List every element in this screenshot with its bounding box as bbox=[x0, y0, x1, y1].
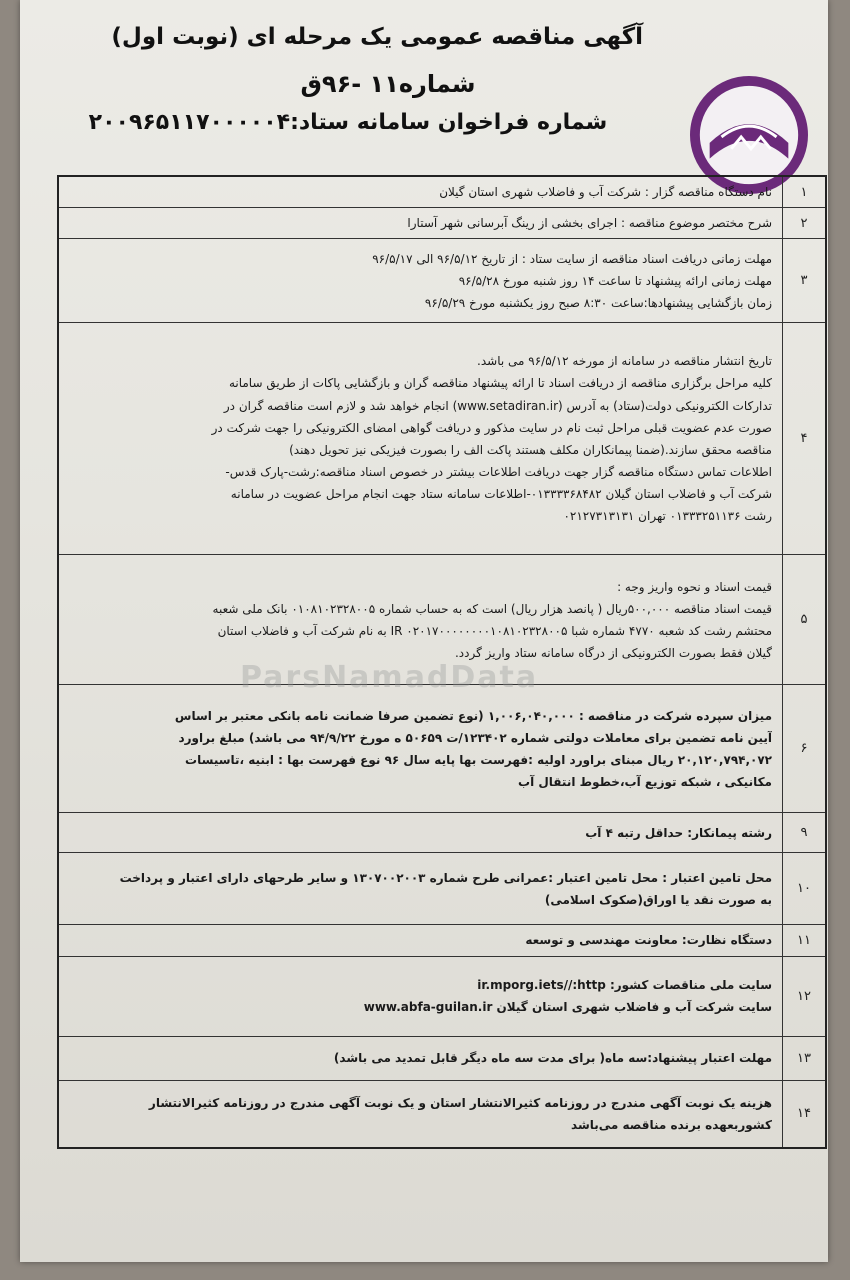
table-row bbox=[58, 555, 826, 685]
row-content bbox=[58, 176, 783, 208]
row-content bbox=[58, 853, 783, 925]
row-line: مناقصه محقق سازند.(ضمنا پیمانکاران مکلف هستند پاکت الف را بصورت فیزیکی نیز تحویل دهند) bbox=[289, 442, 772, 457]
row-line: رشته پیمانکار: حداقل رتبه ۴ آب bbox=[585, 825, 772, 840]
row-line: شرح مختصر موضوع مناقصه : اجرای بخشی از رینگ آبرسانی شهر آستارا bbox=[407, 216, 772, 231]
row-content bbox=[58, 555, 783, 685]
row-content bbox=[58, 813, 783, 853]
row-line: رشت ۰۱۳۳۳۲۵۱۱۳۶ تهران ۰۲۱۲۷۳۱۳۱۳۱ bbox=[563, 509, 772, 524]
row-line: سایت شرکت آب و فاضلاب شهری استان گیلان www.abfa-guilan.ir bbox=[363, 1000, 772, 1015]
row-line: محتشم رشت کد شعبه ۴۷۷۰ شماره شبا IR ۰۲۰۱۷۰۰۰۰۰۰۰۰۱۰۸۱۰۲۳۲۸۰۰۵ به نام شرکت آب و فاضلاب استان bbox=[217, 623, 772, 638]
row-number: ۶ bbox=[783, 685, 827, 813]
row-line: قیمت اسناد مناقصه ۵۰۰,۰۰۰ریال ( پانصد هزار ریال) است که به حساب شماره ۰۱۰۸۱۰۲۳۲۸۰۰۵ بانک ملی شعبه bbox=[212, 601, 772, 616]
watermark: ParsNamadData bbox=[240, 660, 539, 695]
row-number: ۱۰ bbox=[783, 853, 827, 925]
table-row bbox=[58, 1080, 826, 1148]
table-row bbox=[58, 323, 826, 555]
notice-number: شماره۱۱ -۹۶ق bbox=[300, 70, 476, 98]
table-row bbox=[58, 685, 826, 813]
notice-header bbox=[48, 18, 818, 168]
table-row bbox=[58, 925, 826, 956]
row-number: ۱ bbox=[783, 176, 827, 208]
row-content bbox=[58, 925, 783, 956]
row-content bbox=[58, 1036, 783, 1080]
row-content bbox=[58, 685, 783, 813]
row-line: به صورت نقد یا اوراق(صکوک اسلامی) bbox=[544, 892, 772, 907]
row-line: آیین نامه تضمین برای معاملات دولتی شماره ۱۲۳۴۰۲/ت ۵۰۶۵۹ ه مورخ ۹۴/۹/۲۲ می باشد) مبلغ براورد bbox=[178, 730, 772, 745]
row-number: ۳ bbox=[783, 239, 827, 323]
row-number: ۱۲ bbox=[783, 956, 827, 1036]
row-number: ۵ bbox=[783, 555, 827, 685]
row-content bbox=[58, 208, 783, 239]
notice-details-table bbox=[57, 175, 827, 1149]
row-line: قیمت اسناد و نحوه واریز وجه : bbox=[617, 579, 772, 594]
row-line: زمان بازگشایی پیشنهادها:ساعت ۸:۳۰ صبح روز یکشنبه مورخ ۹۶/۵/۲۹ bbox=[424, 295, 772, 310]
row-line: میزان سپرده شرکت در مناقصه : ۱,۰۰۶,۰۴۰,۰۰۰ (نوع تضمین صرفا ضمانت نامه بانکی معتبر بر اساس bbox=[174, 708, 772, 723]
row-line: شرکت آب و فاضلاب استان گیلان ۰۱۳۳۳۳۶۸۴۸۲-اطلاعات سامانه ستاد جهت انجام مراحل عضویت در سامانه bbox=[230, 487, 772, 502]
table-row bbox=[58, 1036, 826, 1080]
row-line: هزینه یک نوبت آگهی مندرج در روزنامه کثیرالانتشار استان و یک نوبت آگهی مندرج در روزنامه کثیرالانتشار bbox=[148, 1095, 772, 1110]
row-line: محل تامین اعتبار : محل تامین اعتبار :عمرانی طرح شماره ۱۳۰۷۰۰۲۰۰۳ و سایر طرحهای دارای اعتبار و پرداخت bbox=[119, 870, 772, 885]
row-content bbox=[58, 323, 783, 555]
table-row bbox=[58, 813, 826, 853]
row-line: کلیه مراحل برگزاری مناقصه از دریافت اسناد تا ارائه پیشنهاد مناقصه گران و بازگشایی پاکات از طریق سامانه bbox=[228, 376, 772, 391]
row-line: صورت عدم عضویت قبلی مراحل ثبت نام در سایت مذکور و دریافت گواهی امضای الکترونیکی را جهت شرکت در bbox=[211, 420, 772, 435]
row-number: ۱۱ bbox=[783, 925, 827, 956]
row-number: ۲ bbox=[783, 208, 827, 239]
row-number: ۹ bbox=[783, 813, 827, 853]
row-content bbox=[58, 1080, 783, 1148]
setad-call-number: شماره فراخوان سامانه ستاد:۲۰۰۹۶۵۱۱۷۰۰۰۰۰۴ bbox=[88, 110, 608, 135]
table-row bbox=[58, 853, 826, 925]
row-line: مهلت زمانی ارائه پیشنهاد تا ساعت ۱۴ روز شنبه مورخ ۹۶/۵/۲۸ bbox=[458, 273, 772, 288]
row-line: گیلان فقط بصورت الکترونیکی از درگاه سامانه ستاد واریز گردد. bbox=[454, 646, 772, 661]
notice-title: آگهی مناقصه عمومی یک مرحله ای (نوبت اول) bbox=[111, 24, 643, 50]
row-line: نام دستگاه مناقصه گزار : شرکت آب و فاضلاب شهری استان گیلان bbox=[439, 185, 772, 199]
table-row bbox=[58, 956, 826, 1036]
row-number: ۱۳ bbox=[783, 1036, 827, 1080]
row-line: مهلت زمانی دریافت اسناد مناقصه از سایت ستاد : از تاریخ ۹۶/۵/۱۲ الی ۹۶/۵/۱۷ bbox=[372, 251, 772, 266]
row-line: سایت ملی مناقصات کشور: ir.mporg.iets//:http bbox=[477, 977, 772, 992]
row-line: کشوربعهده برنده مناقصه می‌باشد bbox=[571, 1117, 772, 1132]
row-content bbox=[58, 956, 783, 1036]
row-content bbox=[58, 239, 783, 323]
row-line: اطلاعات تماس دستگاه مناقصه گزار جهت دریافت اطلاعات بیشتر در خصوص اسناد مناقصه:رشت-پارک قدس- bbox=[225, 465, 772, 480]
row-line: دستگاه نظارت: معاونت مهندسی و توسعه bbox=[525, 933, 772, 948]
table-row bbox=[58, 176, 826, 208]
table-row bbox=[58, 208, 826, 239]
row-number: ۴ bbox=[783, 323, 827, 555]
row-line: تاریخ انتشار مناقصه در سامانه از مورخه ۹۶/۵/۱۲ می باشد. bbox=[477, 354, 772, 369]
row-line: مهلت اعتبار پیشنهاد:سه ماه( برای مدت سه ماه دیگر قابل تمدید می باشد) bbox=[333, 1050, 772, 1065]
row-line: مکانیکی ، شبکه توزیع آب،خطوط انتقال آب bbox=[518, 775, 772, 790]
row-line: ۲۰,۱۲۰,۷۹۴,۰۷۲ ریال مبنای براورد اولیه :فهرست بها پایه سال ۹۶ نوع فهرست بها : ابنیه ،تاسیسات bbox=[185, 752, 772, 767]
row-number: ۱۴ bbox=[783, 1080, 827, 1148]
row-line: تدارکات الکترونیکی دولت(ستاد) به آدرس (www.setadiran.ir) انجام خواهد شد و لازم است مناقصه گران در bbox=[223, 398, 772, 413]
table-row bbox=[58, 239, 826, 323]
